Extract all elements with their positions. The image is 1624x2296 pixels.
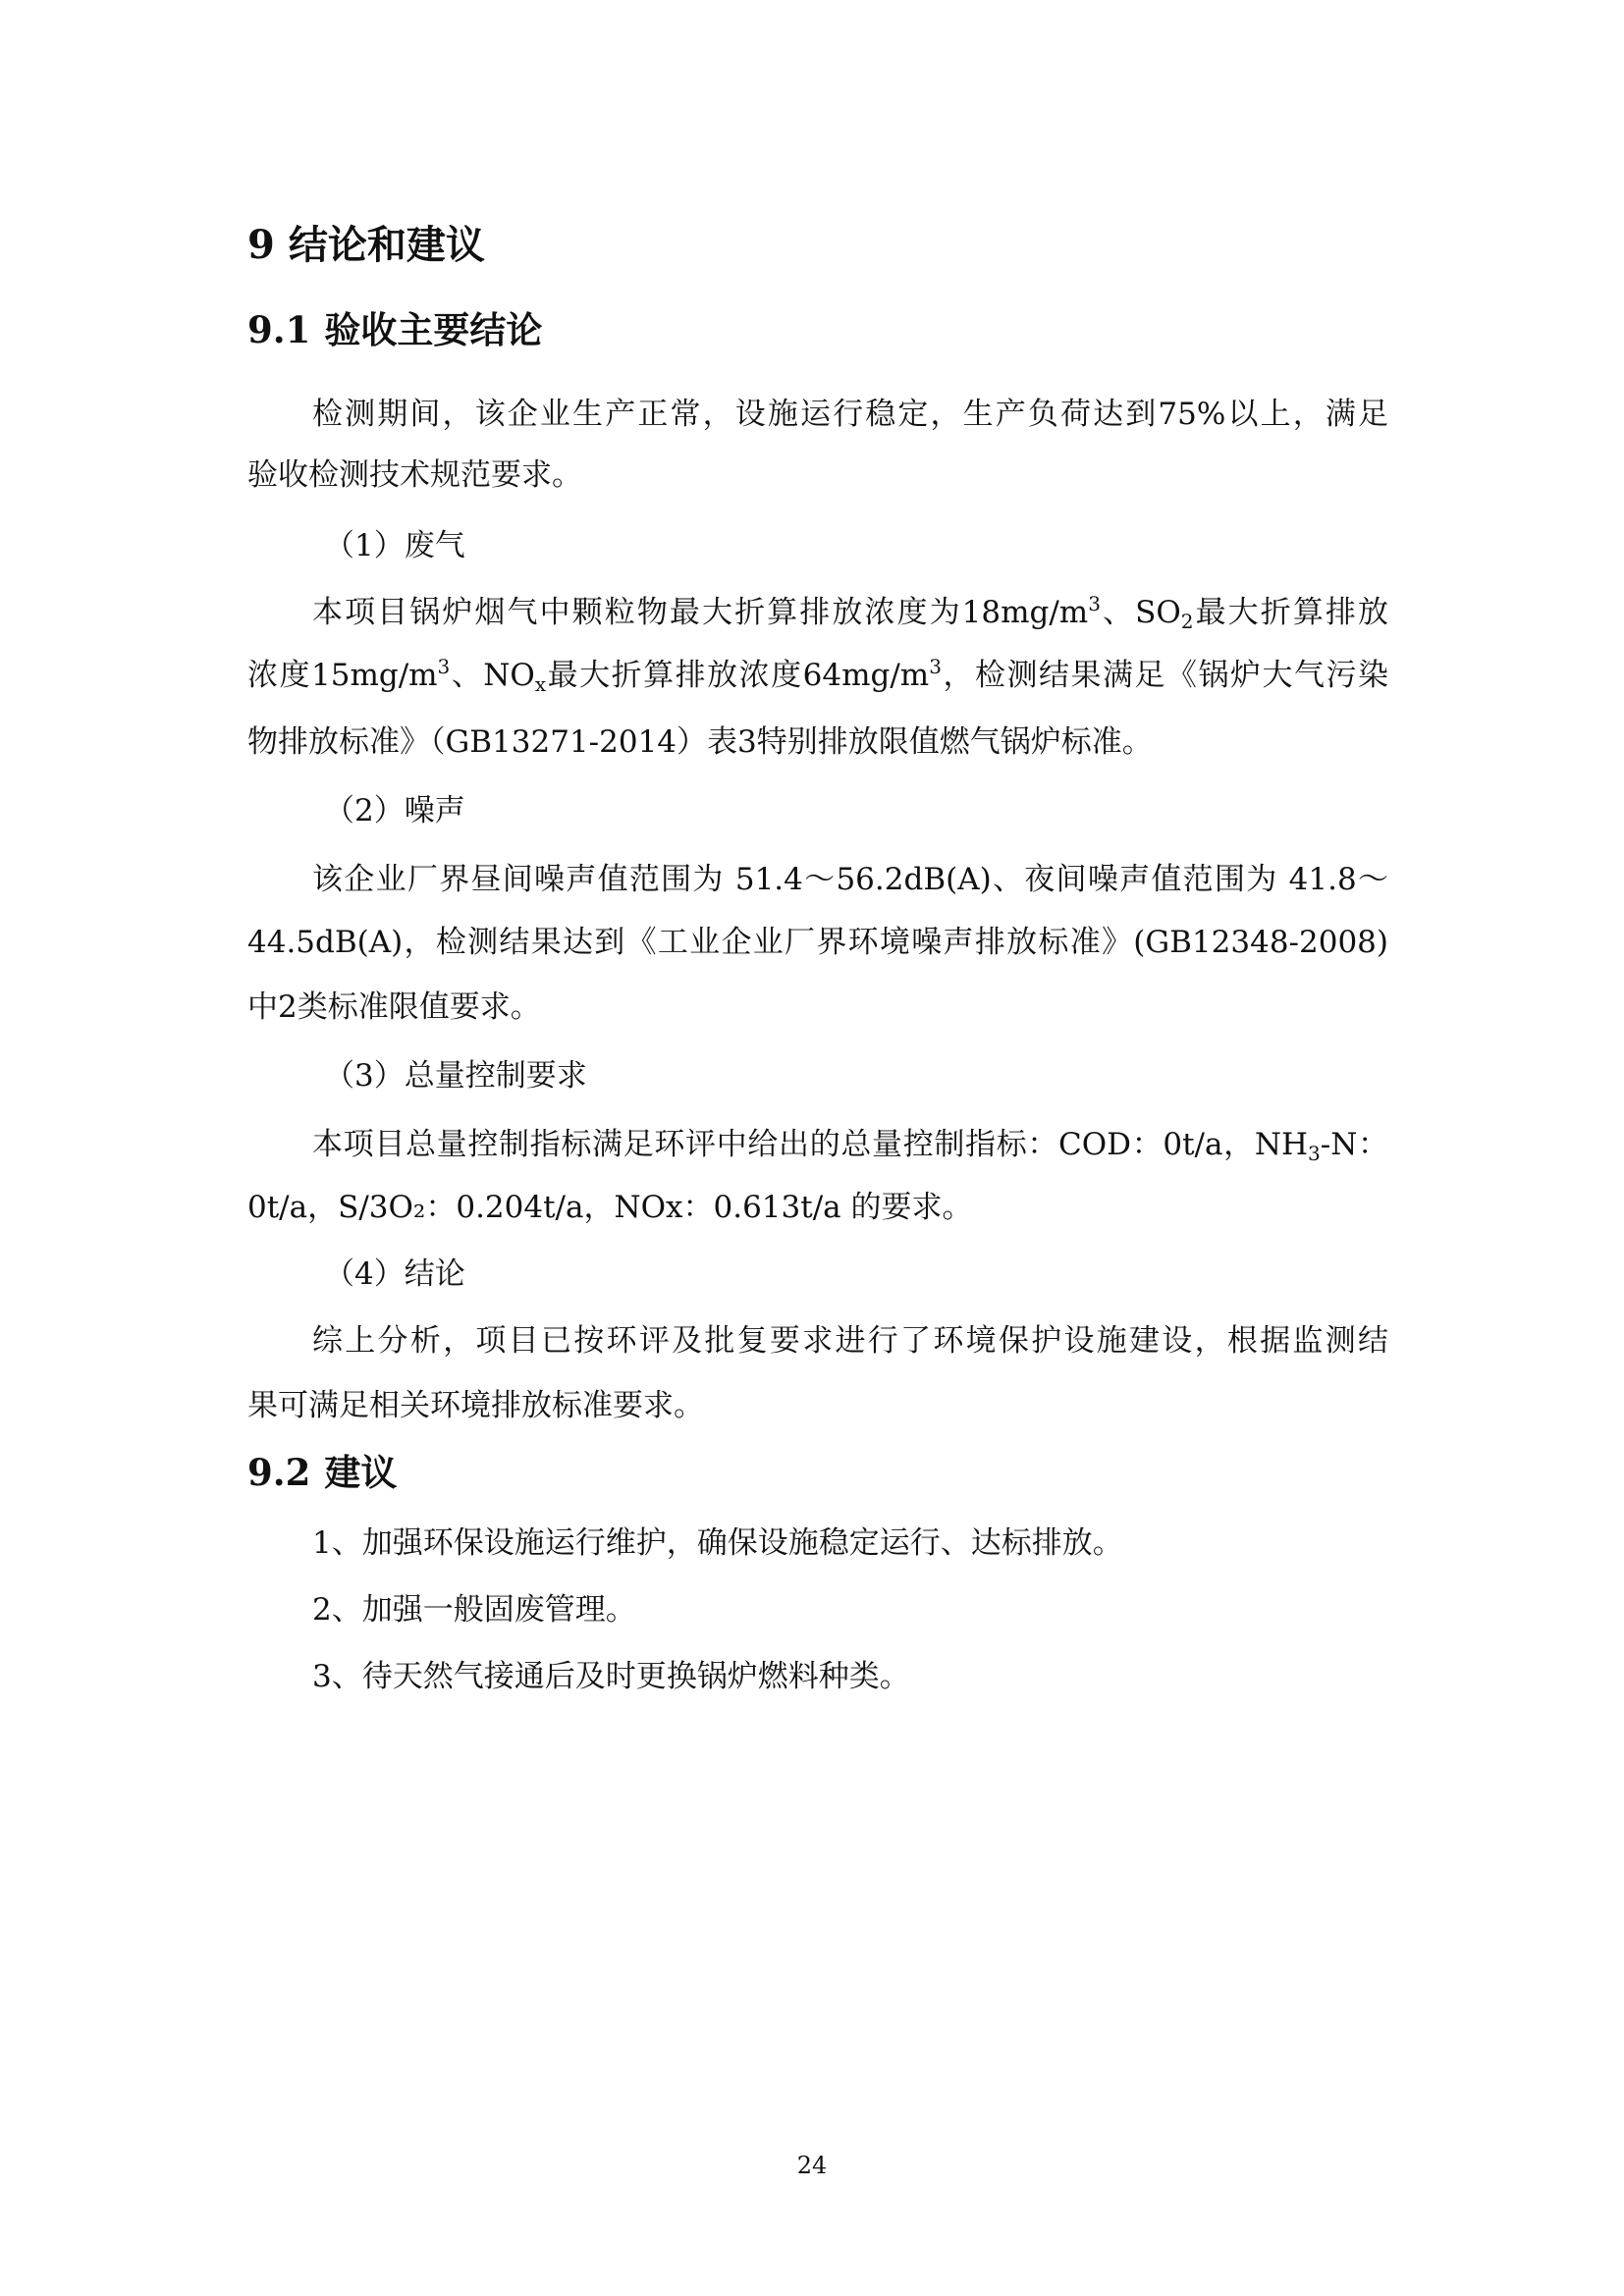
section-heading-9-1: [247, 300, 542, 353]
section-number: 9.1: [247, 308, 311, 351]
subscript: 2: [1180, 610, 1194, 633]
text-span: 最大折算排放浓度64mg/m: [546, 658, 930, 693]
section-number: 9.2: [247, 1451, 311, 1494]
text-span: 本项目锅炉烟气中颗粒物最大折算排放浓度为18mg/m: [312, 595, 1089, 630]
text-span: -N：: [1320, 1127, 1388, 1162]
subscript: x: [534, 672, 547, 696]
paragraph-line: 0t/a，S/3O₂：0.204t/a，NOx：0.613t/a 的要求。: [247, 1190, 973, 1225]
paragraph-line: 综上分析，项目已按环评及批复要求进行了环境保护设施建设，根据监测结: [312, 1323, 1388, 1359]
chapter-number: 9: [247, 222, 275, 268]
list-item: 2、加强一般固废管理。: [312, 1592, 636, 1628]
subheading-total-control: （3）总量控制要求: [324, 1058, 587, 1094]
paragraph-line: 该企业厂界昼间噪声值范围为 51.4～56.2dB(A)、夜间噪声值范围为 41.8～: [312, 862, 1388, 897]
page-number: 24: [796, 2152, 828, 2179]
section-title: 验收主要结论: [324, 309, 543, 351]
paragraph-line: [247, 656, 1388, 695]
paragraph-line: 验收检测技术规范要求。: [247, 457, 582, 493]
paragraph-line: [312, 593, 1388, 632]
subscript: 3: [1307, 1142, 1321, 1165]
paragraph-line: 44.5dB(A)，检测结果达到《工业企业厂界环境噪声排放标准》(GB12348-2008): [247, 925, 1388, 960]
superscript: 3: [929, 655, 942, 678]
text-span: 本项目总量控制指标满足环评中给出的总量控制指标：COD：0t/a，NH: [312, 1127, 1308, 1162]
text-span: ，检测结果满足《锅炉大气污染: [941, 658, 1389, 693]
text-span: 、NO: [450, 658, 535, 693]
section-title: 建议: [324, 1452, 398, 1494]
list-item: 3、待天然气接通后及时更换锅炉燃料种类。: [312, 1659, 910, 1694]
paragraph-line: 中2类标准限值要求。: [247, 989, 541, 1025]
subheading-conclusion: （4）结论: [324, 1256, 465, 1292]
subheading-exhaust: （1）废气: [324, 528, 465, 563]
list-item: 1、加强环保设施运行维护，确保设施稳定运行、达标排放。: [312, 1525, 1123, 1561]
paragraph-line: 检测期间，该企业生产正常，设施运行稳定，生产负荷达到75%以上，满足: [312, 397, 1388, 432]
subheading-noise: （2）噪声: [324, 793, 465, 828]
chapter-heading: [247, 214, 485, 270]
section-heading-9-2: [247, 1443, 397, 1496]
chapter-title: 结论和建议: [288, 223, 485, 268]
superscript: 3: [1088, 592, 1101, 615]
text-span: 最大折算排放: [1193, 595, 1389, 630]
paragraph-line: 物排放标准》（GB13271-2014）表3特别排放限值燃气锅炉标准。: [247, 724, 1153, 760]
paragraph-line: 果可满足相关环境排放标准要求。: [247, 1388, 704, 1423]
text-span: 浓度15mg/m: [247, 658, 438, 693]
superscript: 3: [437, 655, 451, 678]
paragraph-line: [312, 1125, 1388, 1164]
text-span: 、SO: [1100, 595, 1181, 630]
